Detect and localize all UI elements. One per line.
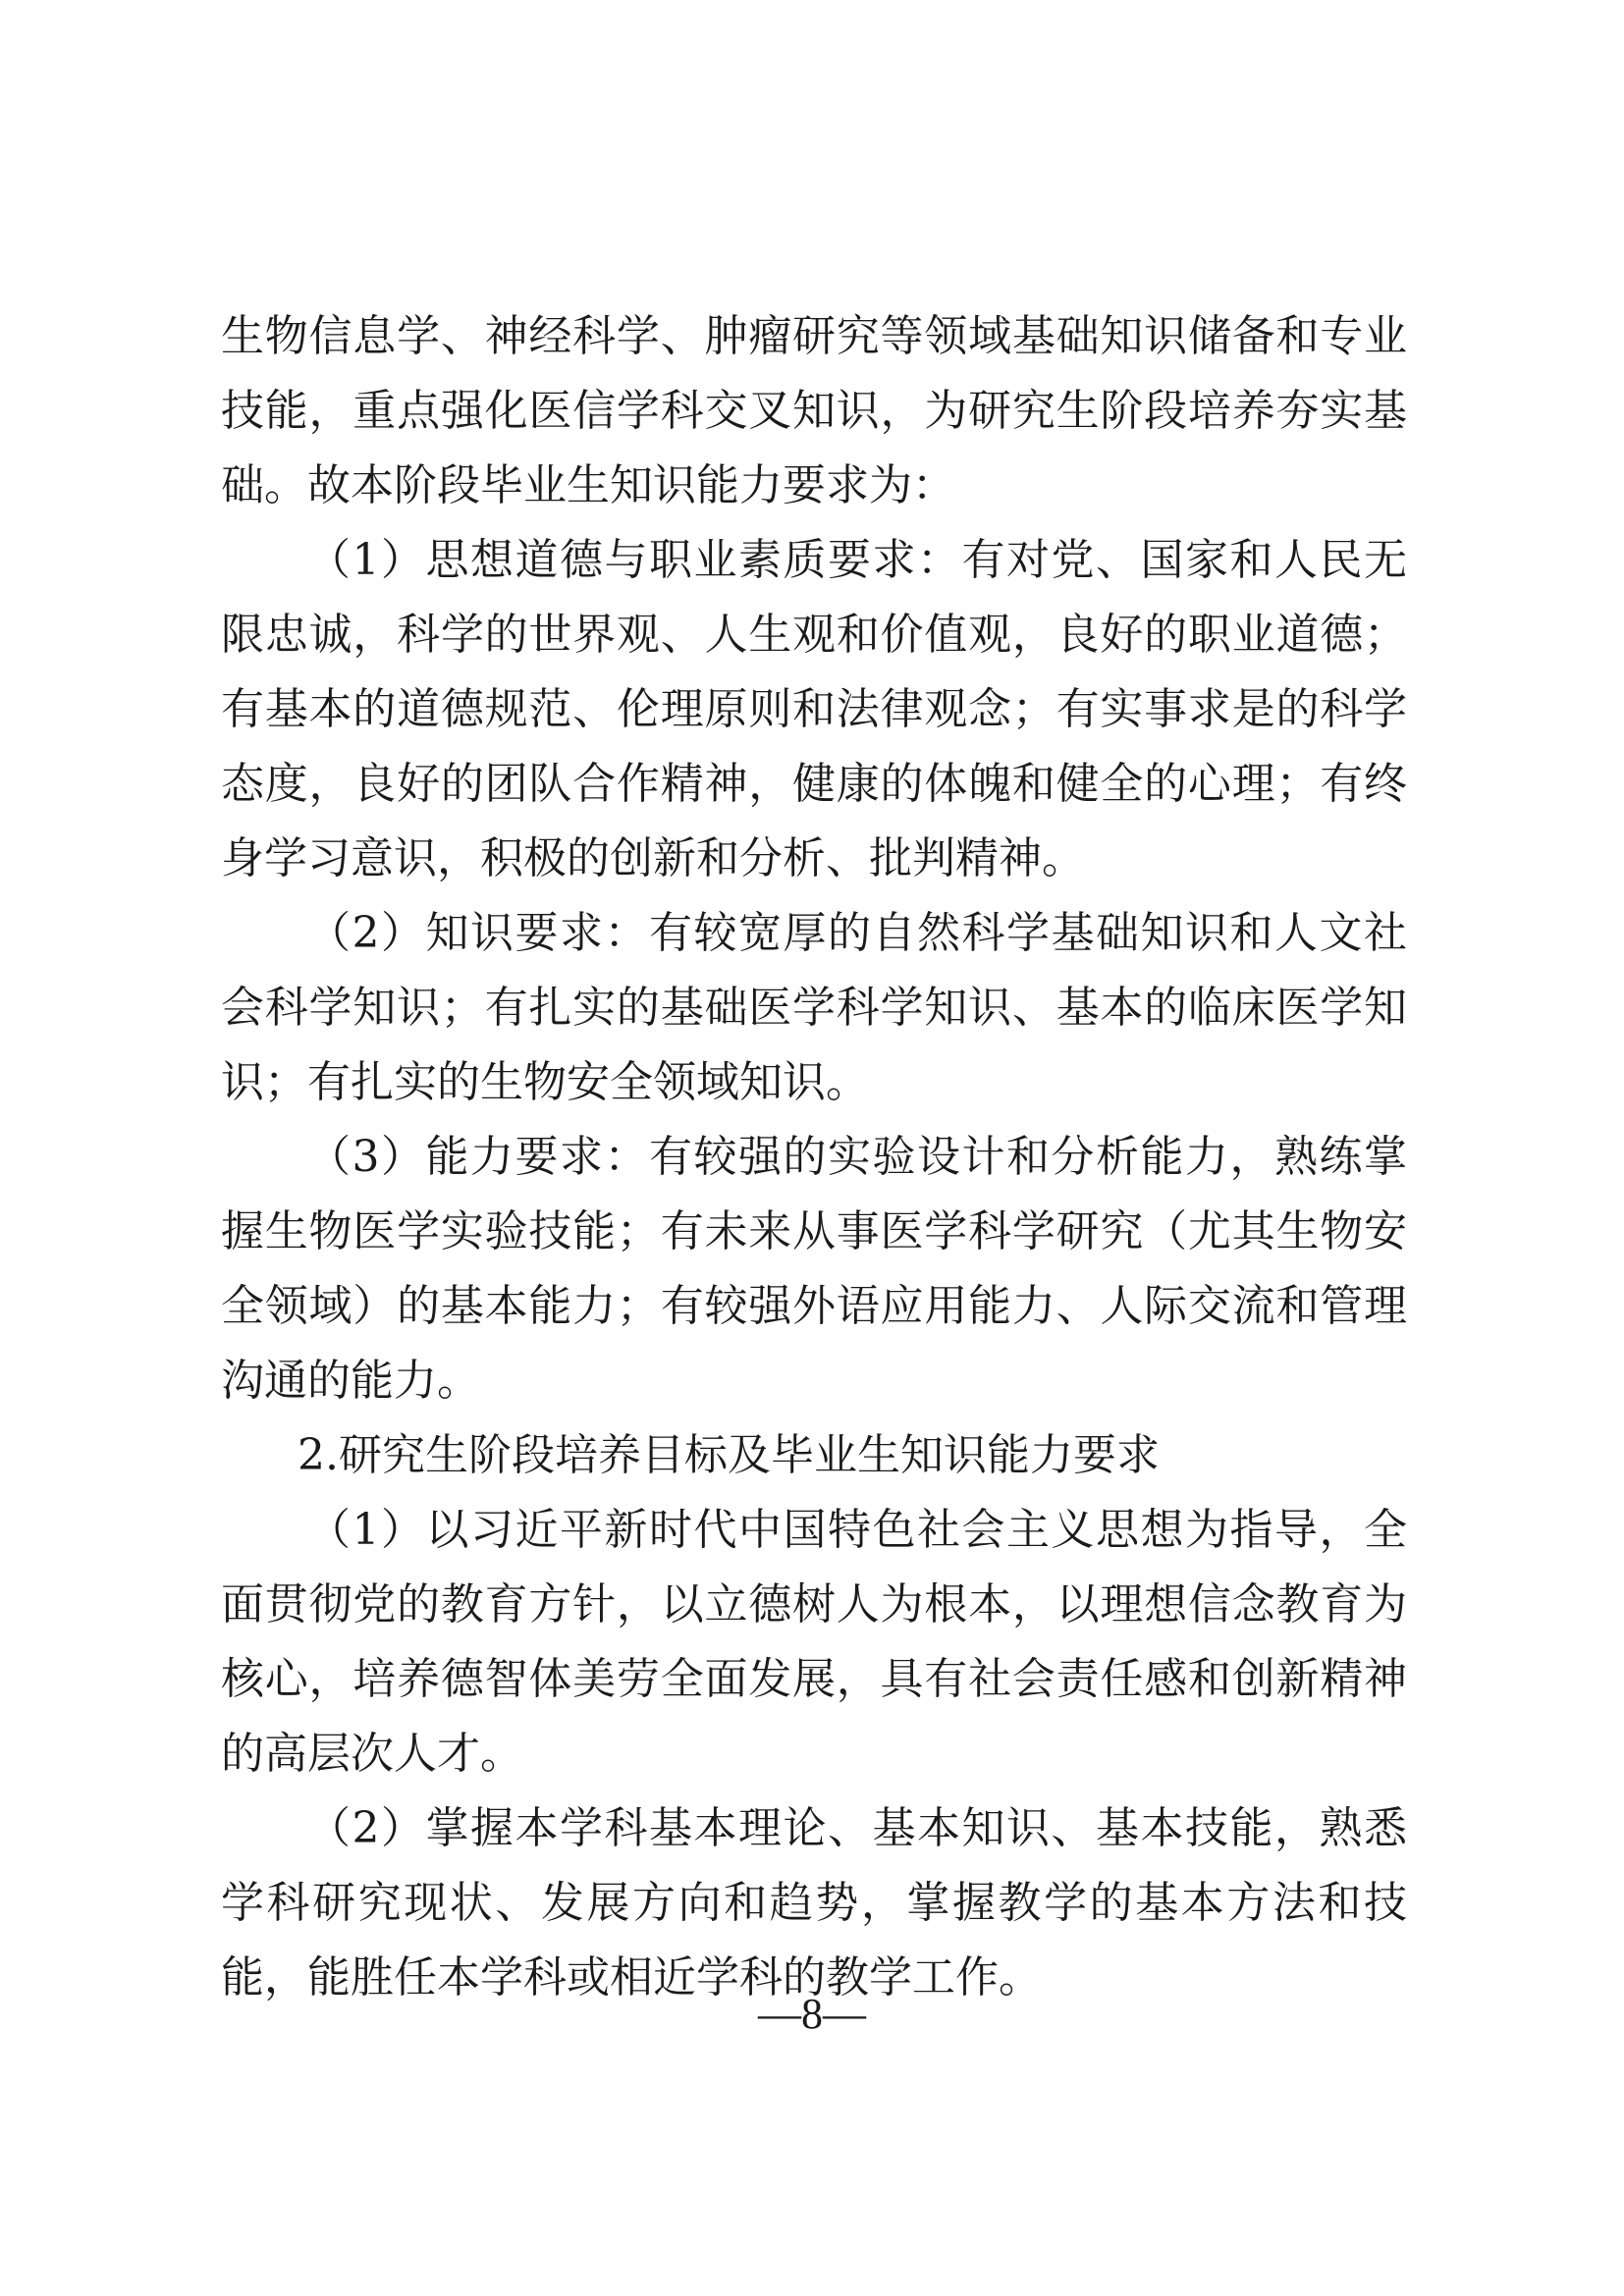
paragraph-graduate-goal-1: （1）以习近平新时代中国特色社会主义思想为指导，全面贯彻党的教育方针，以立德树人为根本，以理想信念教育为核心，培养德智体美劳全面发展，具有社会责任感和创新精神的高层次人才。 bbox=[221, 1505, 1407, 1779]
body-text bbox=[221, 299, 1407, 2015]
paragraph-knowledge-requirements: （2）知识要求：有较宽厚的自然科学基础知识和人文社会科学知识；有扎实的基础医学科学知识、基本的临床医学知识；有扎实的生物安全领域知识。 bbox=[221, 908, 1407, 1107]
paragraph-ethics-requirements: （1）思想道德与职业素质要求：有对党、国家和人民无限忠诚，科学的世界观、人生观和价值观，良好的职业道德；有基本的道德规范、伦理原则和法律观念；有实事求是的科学态度，良好的团队合作精神，健康的体魄和健全的心理；有终身学习意识，积极的创新和分析、批判精神。 bbox=[221, 535, 1407, 883]
paragraph-ability-requirements: （3）能力要求：有较强的实验设计和分析能力，熟练掌握生物医学实验技能；有未来从事医学科学研究（尤其生物安全领域）的基本能力；有较强外语应用能力、人际交流和管理沟通的能力。 bbox=[221, 1132, 1407, 1406]
paragraph-continuation: 生物信息学、神经科学、肿瘤研究等领域基础知识储备和专业技能，重点强化医信学科交叉知识，为研究生阶段培养夯实基础。故本阶段毕业生知识能力要求为： bbox=[221, 311, 1407, 510]
section-heading-graduate-stage: 2.研究生阶段培养目标及毕业生知识能力要求 bbox=[298, 1430, 1160, 1480]
page-number: —8— bbox=[758, 1990, 866, 2038]
paragraph-graduate-goal-2: （2）掌握本学科基本理论、基本知识、基本技能，熟悉学科研究现状、发展方向和趋势，掌握教学的基本方法和技能，能胜任本学科或相近学科的教学工作。 bbox=[221, 1803, 1407, 2002]
